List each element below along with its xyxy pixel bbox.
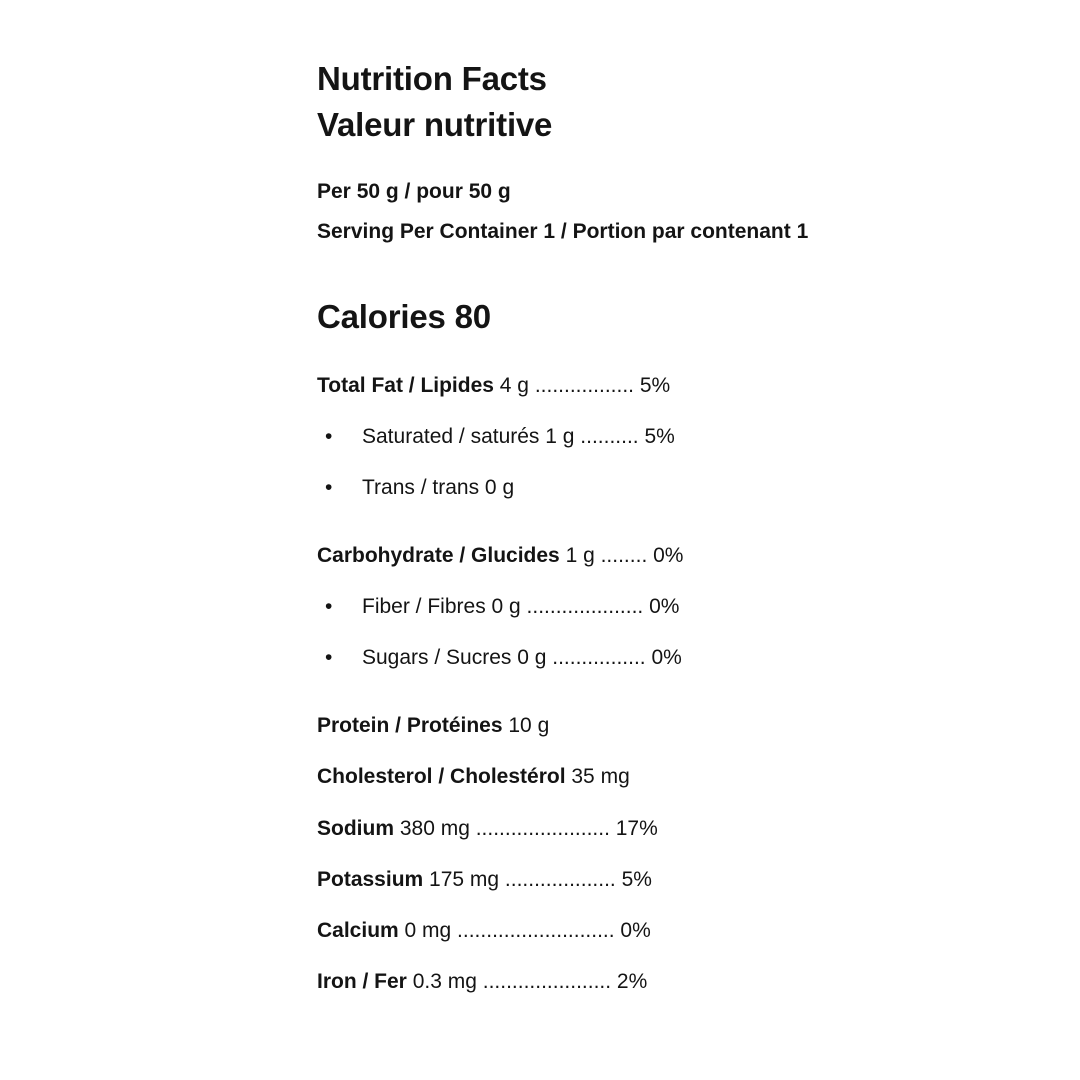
bullet-icon: • <box>325 646 333 669</box>
nutrient-name: Calcium <box>317 919 399 942</box>
nutrient-row-protein <box>317 715 549 736</box>
nutrient-amount: Trans / trans 0 g <box>362 476 515 499</box>
servings-per-container: Serving Per Container 1 / Portion par contenant 1 <box>317 220 809 243</box>
nutrient-amount: 0 mg ........................... 0% <box>398 919 651 942</box>
nutrient-amount: Fiber / Fibres 0 g .................... 0% <box>362 595 680 618</box>
nutrient-name: Cholesterol / Cholestérol <box>317 765 566 788</box>
nutrient-amount: 175 mg ................... 5% <box>423 868 652 891</box>
nutrient-amount: 10 g <box>502 714 550 737</box>
calories: Calories 80 <box>317 298 491 335</box>
nutrient-amount: 35 mg <box>565 765 630 788</box>
nutrient-row-iron <box>317 971 647 992</box>
nutrient-amount: 1 g ........ 0% <box>559 544 684 567</box>
serving-size: Per 50 g / pour 50 g <box>317 180 511 203</box>
bullet-icon: • <box>325 595 333 618</box>
nutrient-amount: 380 mg ....................... 17% <box>394 817 658 840</box>
nutrient-amount: Saturated / saturés 1 g .......... 5% <box>362 425 675 448</box>
nutrient-row-sodium <box>317 818 658 839</box>
nutrient-row-total-fat <box>317 375 670 396</box>
nutrient-name: Iron / Fer <box>317 970 407 993</box>
nutrient-amount: Sugars / Sucres 0 g ................ 0% <box>362 646 682 669</box>
nutrient-amount: 0.3 mg ...................... 2% <box>406 970 648 993</box>
nutrient-row-saturated <box>325 425 675 448</box>
nutrient-amount: 4 g ................. 5% <box>493 374 671 397</box>
nutrient-row-carbohydrate <box>317 545 683 566</box>
nutrient-row-fiber <box>325 595 680 618</box>
nutrient-name: Sodium <box>317 817 394 840</box>
nutrient-row-potassium <box>317 869 652 890</box>
nutrient-row-calcium <box>317 920 651 941</box>
title-french: Valeur nutritive <box>317 106 553 143</box>
title-english: Nutrition Facts <box>317 60 547 97</box>
nutrient-row-sugars <box>325 646 682 669</box>
bullet-icon: • <box>325 425 333 448</box>
nutrient-name: Total Fat / Lipides <box>317 374 494 397</box>
nutrient-name: Protein / Protéines <box>317 714 503 737</box>
nutrient-row-trans <box>325 476 515 499</box>
nutrient-name: Carbohydrate / Glucides <box>317 544 560 567</box>
nutrient-row-cholesterol <box>317 766 630 787</box>
bullet-icon: • <box>325 476 333 499</box>
nutrient-name: Potassium <box>317 868 424 891</box>
